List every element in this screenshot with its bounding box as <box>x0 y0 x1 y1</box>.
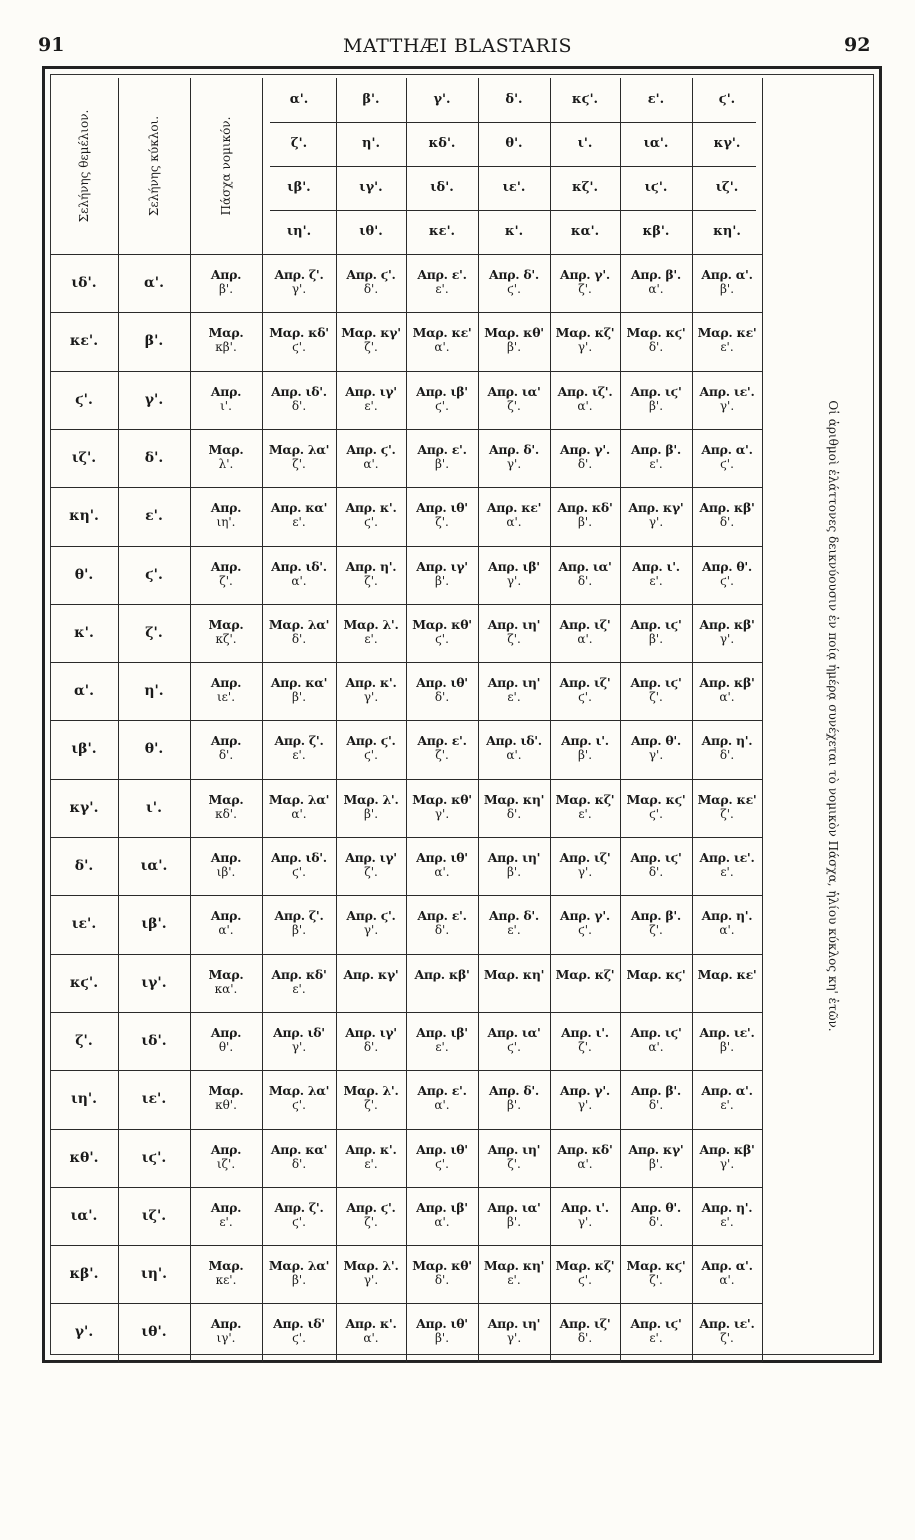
sunday-date-cell: Απρ. ϛ'. δ'. <box>346 267 396 296</box>
easter-date-cell: Απρ. ιβ'. <box>210 850 242 879</box>
moon-cycle-cell: δ'. <box>144 449 164 466</box>
sunday-date-cell: Μαρ. κθ' ϛ'. <box>412 616 472 646</box>
sunday-date-cell: Απρ. η'. δ'. <box>701 733 753 763</box>
easter-date-cell: Απρ. α'. <box>210 908 242 938</box>
moon-cycle-cell: ιγ'. <box>141 974 167 991</box>
day-header-cell: δ'. <box>505 92 523 107</box>
sunday-date-cell: Απρ. ε'. β'. <box>417 441 467 471</box>
sunday-date-cell: Απρ. η'. ζ'. <box>345 558 397 588</box>
sunday-date-cell: Απρ. δ'. γ'. <box>489 441 539 471</box>
sunday-date-cell: Μαρ. κθ' δ'. <box>412 1258 472 1288</box>
sunday-date-cell: Απρ. ε'. α'. <box>417 1083 467 1113</box>
day-header-cell: ιη'. <box>286 224 312 239</box>
sunday-date-cell: Απρ. ε'. ε'. <box>417 267 467 296</box>
sunday-date-cell: Απρ. α'. β'. <box>701 267 753 296</box>
sunday-date-cell: Απρ. ια' ϛ'. <box>487 1024 541 1054</box>
sunday-date-cell: Απρ. ϛ'. ζ'. <box>346 1199 396 1229</box>
easter-date-cell: Απρ. ι'. <box>210 383 242 413</box>
sunday-date-cell: Απρ. ιϛ' ε'. <box>630 1316 682 1346</box>
easter-date-cell: Απρ. ιγ'. <box>210 1316 242 1346</box>
sunday-date-cell: Απρ. κγ' β'. <box>628 1141 684 1171</box>
sunday-date-cell: Μαρ. κζ' ε'. <box>555 791 615 821</box>
sunday-date-cell: Μαρ. κη' <box>483 966 545 982</box>
sunday-date-cell: Απρ. ιδ'. α'. <box>271 558 327 588</box>
day-header-cell: κζ'. <box>572 180 598 195</box>
sunday-date-cell: Μαρ. κγ' ζ'. <box>341 325 401 355</box>
sunday-date-cell: Μαρ. λα' δ'. <box>268 616 330 646</box>
sunday-date-cell: Απρ. κβ' γ'. <box>699 616 755 646</box>
sunday-date-cell: Απρ. κ'. α'. <box>345 1316 397 1346</box>
easter-date-cell: Μαρ. κθ'. <box>208 1083 244 1113</box>
rule-vertical <box>762 78 763 1362</box>
sunday-date-cell: Απρ. κδ' α'. <box>557 1141 613 1171</box>
sunday-date-cell: Απρ. ιθ' α'. <box>416 850 468 879</box>
sunday-date-cell: Απρ. ιδ'. α'. <box>486 733 542 763</box>
moon-cycle-cell: ιβ'. <box>141 916 167 933</box>
sunday-date-cell: Απρ. ιζ' δ'. <box>559 1316 611 1346</box>
sunday-date-cell: Μαρ. λ'. ζ'. <box>343 1083 399 1113</box>
moon-cycle-cell: γ'. <box>144 391 164 408</box>
easter-date-cell: Μαρ. κζ'. <box>208 616 244 646</box>
sunday-date-cell: Απρ. θ'. ϛ'. <box>702 558 752 588</box>
day-header-cell: ιδ'. <box>430 180 454 195</box>
sunday-date-cell: Απρ. ιδ' ϛ'. <box>273 1316 325 1346</box>
sunday-date-cell: Απρ. ι'. ε'. <box>632 558 680 588</box>
moon-base-cell: ϛ'. <box>75 391 93 408</box>
sunday-date-cell: Μαρ. κε' ζ'. <box>697 791 757 821</box>
moon-cycle-cell: ϛ'. <box>145 566 163 583</box>
sunday-date-cell: Απρ. ιθ' ϛ'. <box>416 1141 468 1171</box>
sunday-date-cell: Απρ. δ'. β'. <box>489 1083 539 1113</box>
day-header-cell: ια'. <box>643 136 669 151</box>
sunday-date-cell: Απρ. δ'. ε'. <box>489 908 539 938</box>
sunday-date-cell: Απρ. θ'. δ'. <box>631 1199 681 1229</box>
sunday-date-cell: Απρ. κβ' δ'. <box>699 500 755 530</box>
sunday-date-cell: Απρ. β'. α'. <box>631 267 681 296</box>
day-header-cell: θ'. <box>505 136 523 151</box>
sunday-date-cell: Μαρ. κζ' ϛ'. <box>555 1258 615 1288</box>
sunday-date-cell: Απρ. κγ' γ'. <box>628 500 684 530</box>
sunday-date-cell: Μαρ. κη' ε'. <box>483 1258 545 1288</box>
sunday-date-cell: Απρ. κβ' α'. <box>699 675 755 705</box>
sunday-date-cell: Απρ. ιθ' ζ'. <box>416 500 468 530</box>
sunday-date-cell: Απρ. ζ'. γ'. <box>274 267 324 296</box>
sunday-date-cell: Απρ. κβ' γ'. <box>699 1141 755 1171</box>
sunday-date-cell: Μαρ. κϛ' δ'. <box>626 325 686 355</box>
sunday-date-cell: Απρ. ιζ'. α'. <box>557 383 613 413</box>
easter-date-cell: Απρ. δ'. <box>210 733 242 763</box>
sunday-date-cell: Απρ. ιϛ' β'. <box>630 383 682 413</box>
day-header-cell: κη'. <box>713 224 741 239</box>
easter-date-cell: Απρ. θ'. <box>210 1024 242 1054</box>
moon-cycle-cell: ιθ'. <box>141 1324 167 1341</box>
col-header-base: Σελήνης θεμέλιον. <box>77 109 91 223</box>
sunday-date-cell: Απρ. ι'. β'. <box>561 733 609 763</box>
sunday-date-cell: Μαρ. κε' <box>697 966 757 982</box>
sunday-date-cell: Απρ. ια' δ'. <box>558 558 612 588</box>
sunday-date-cell: Μαρ. κϛ' ζ'. <box>626 1258 686 1288</box>
moon-base-cell: κη'. <box>69 508 99 525</box>
moon-cycle-cell: η'. <box>144 683 164 700</box>
sunday-date-cell: Απρ. ιθ' β'. <box>416 1316 468 1346</box>
sunday-date-cell: Απρ. ιϛ' ζ'. <box>630 675 682 705</box>
easter-date-cell: Μαρ. κα'. <box>208 966 244 996</box>
sunday-date-cell: Μαρ. κθ' β'. <box>484 325 544 355</box>
moon-base-cell: γ'. <box>74 1324 94 1341</box>
easter-date-cell: Απρ. ζ'. <box>210 558 242 588</box>
day-header-cell: ι'. <box>577 136 593 151</box>
moon-base-cell: δ'. <box>74 858 94 874</box>
day-header-cell: ιζ'. <box>715 180 739 195</box>
sunday-date-cell: Απρ. γ'. δ'. <box>560 441 610 471</box>
side-note-text: Οἱ ἀριθμοὶ ἐλάττονες δεικνύουσιν ἐν ποίᾳ ἡμέρᾳ συνέχεται τὸ νομικὸν Πάσχα, ἡλίου κύκλος κη' ἐτῶν. <box>826 400 840 1032</box>
rule-horizontal <box>50 1362 762 1363</box>
page-number-left: 91 <box>38 34 65 56</box>
col-header-easter: Πάσχα νομικόν. <box>219 116 233 216</box>
day-header-cell: ιϛ'. <box>644 180 668 195</box>
sunday-date-cell: Απρ. κ'. ϛ'. <box>345 500 397 530</box>
sunday-date-cell: Απρ. ιβ' ε'. <box>416 1024 468 1054</box>
easter-date-cell: Απρ. ιε'. <box>210 675 242 705</box>
moon-base-cell: κε'. <box>69 333 99 350</box>
sunday-date-cell: Απρ. ζ'. β'. <box>274 908 324 938</box>
day-header-cell: ιβ'. <box>287 180 311 195</box>
sunday-date-cell: Μαρ. λ'. β'. <box>343 791 399 821</box>
moon-cycle-cell: ιε'. <box>141 1091 167 1108</box>
sunday-date-cell: Απρ. η'. α'. <box>701 908 753 938</box>
sunday-date-cell: Απρ. γ'. ϛ'. <box>560 908 610 938</box>
sunday-date-cell: Μαρ. κζ' γ'. <box>555 325 615 355</box>
sunday-date-cell: Απρ. ζ'. ϛ'. <box>274 1199 324 1229</box>
day-header-cell: ιε'. <box>502 180 526 195</box>
moon-cycle-cell: ιη'. <box>140 1266 168 1283</box>
easter-date-cell: Απρ. ιζ'. <box>210 1141 242 1171</box>
sunday-date-cell: Μαρ. λ'. γ'. <box>343 1258 399 1288</box>
easter-date-cell: Μαρ. κδ'. <box>208 791 244 821</box>
day-header-cell: β'. <box>362 92 380 107</box>
moon-base-cell: ζ'. <box>75 1032 93 1049</box>
sunday-date-cell: Απρ. γ'. γ'. <box>560 1083 610 1113</box>
sunday-date-cell: Μαρ. κζ' <box>555 966 615 982</box>
moon-base-cell: κ'. <box>74 624 94 641</box>
sunday-date-cell: Απρ. ιε'. γ'. <box>699 383 755 413</box>
moon-base-cell: θ'. <box>74 566 94 583</box>
sunday-date-cell: Απρ. κ'. ε'. <box>345 1141 397 1171</box>
day-header-cell: κε'. <box>428 224 456 239</box>
sunday-date-cell: Απρ. ϛ'. ϛ'. <box>346 733 396 763</box>
sunday-date-cell: Απρ. ιδ'. δ'. <box>271 383 327 413</box>
sunday-date-cell: Μαρ. λα' α'. <box>268 791 330 821</box>
day-header-cell: γ'. <box>433 92 451 107</box>
sunday-date-cell: Μαρ. λα' β'. <box>268 1258 330 1288</box>
easter-date-cell: Μαρ. κε'. <box>208 1258 244 1288</box>
moon-base-cell: κϛ'. <box>69 974 99 991</box>
moon-cycle-cell: ια'. <box>140 858 168 874</box>
day-header-cell: κβ'. <box>642 224 670 239</box>
sunday-date-cell: Απρ. κα' β'. <box>270 675 328 705</box>
moon-base-cell: κγ'. <box>69 799 99 816</box>
day-header-cell: ζ'. <box>290 136 308 151</box>
sunday-date-cell: Απρ. ιε'. ε'. <box>699 850 755 879</box>
moon-cycle-cell: ιζ'. <box>141 1207 167 1224</box>
sunday-date-cell: Απρ. ιη' ζ'. <box>487 1141 541 1171</box>
sunday-date-cell: Απρ. ιγ' β'. <box>416 558 468 588</box>
sunday-date-cell: Απρ. β'. ζ'. <box>631 908 681 938</box>
sunday-date-cell: Μαρ. κδ' ϛ'. <box>269 325 329 355</box>
moon-cycle-cell: ι'. <box>146 799 162 816</box>
sunday-date-cell: Απρ. α'. α'. <box>701 1258 753 1288</box>
day-header-cell: ε'. <box>647 92 665 107</box>
sunday-date-cell: Απρ. ιζ' γ'. <box>559 850 611 879</box>
day-header-cell: κγ'. <box>713 136 741 151</box>
sunday-date-cell: Μαρ. λ'. ε'. <box>343 616 399 646</box>
sunday-date-cell: Απρ. ιδ' γ'. <box>273 1024 325 1054</box>
sunday-date-cell: Μαρ. λα' ζ'. <box>268 441 330 471</box>
sunday-date-cell: Απρ. κα' δ'. <box>270 1141 328 1171</box>
running-title: MATTHÆI BLASTARIS <box>343 35 572 57</box>
sunday-date-cell: Απρ. ιϛ' α'. <box>630 1024 682 1054</box>
sunday-date-cell: Απρ. ζ'. ε'. <box>274 733 324 763</box>
day-header-cell: κϛ'. <box>571 92 599 107</box>
sunday-date-cell: Απρ. κα' ε'. <box>270 500 328 530</box>
sunday-date-cell: Απρ. θ'. γ'. <box>631 733 681 763</box>
sunday-date-cell: Απρ. κε' α'. <box>486 500 542 530</box>
moon-cycle-cell: α'. <box>144 275 164 291</box>
sunday-date-cell: Απρ. α'. ε'. <box>701 1083 753 1113</box>
sunday-date-cell: Μαρ. κε' α'. <box>412 325 472 355</box>
day-header-cell: η'. <box>362 136 380 151</box>
sunday-date-cell: Απρ. ιβ' α'. <box>416 1199 468 1229</box>
moon-base-cell: ια'. <box>70 1207 98 1224</box>
sunday-date-cell: Απρ. κδ' ε'. <box>271 966 327 996</box>
sunday-date-cell: Απρ. ιγ' δ'. <box>345 1024 397 1054</box>
easter-date-cell: Απρ. ε'. <box>210 1199 242 1229</box>
sunday-date-cell: Απρ. κγ' <box>343 966 399 982</box>
sunday-date-cell: Απρ. ε'. ζ'. <box>417 733 467 763</box>
moon-base-cell: κθ'. <box>69 1149 99 1166</box>
day-header-cell: κ'. <box>504 224 524 239</box>
moon-cycle-cell: ε'. <box>145 508 163 525</box>
page-number-right: 92 <box>844 34 871 56</box>
sunday-date-cell: Απρ. ιζ' α'. <box>559 616 611 646</box>
sunday-date-cell: Μαρ. κθ' γ'. <box>412 791 472 821</box>
sunday-date-cell: Απρ. ιϛ' β'. <box>630 616 682 646</box>
sunday-date-cell: Απρ. ϛ'. γ'. <box>346 908 396 938</box>
day-header-cell: ιγ'. <box>359 180 383 195</box>
sunday-date-cell: Απρ. ιη' β'. <box>487 850 541 879</box>
sunday-date-cell: Απρ. κδ' β'. <box>557 500 613 530</box>
moon-base-cell: κβ'. <box>69 1266 99 1283</box>
easter-date-cell: Μαρ. κβ'. <box>208 325 244 355</box>
moon-base-cell: ιβ'. <box>71 741 97 758</box>
sunday-date-cell: Απρ. ιγ' ε'. <box>345 383 397 413</box>
day-header-cell: κδ'. <box>428 136 456 151</box>
sunday-date-cell: Απρ. η'. ε'. <box>701 1199 753 1229</box>
sunday-date-cell: Απρ. ιε'. ζ'. <box>699 1316 755 1346</box>
moon-cycle-cell: β'. <box>144 333 164 350</box>
sunday-date-cell: Μαρ. κϛ' ϛ'. <box>626 791 686 821</box>
moon-cycle-cell: ζ'. <box>145 624 163 641</box>
sunday-date-cell: Μαρ. λα' ϛ'. <box>268 1083 330 1113</box>
side-note <box>818 296 848 1136</box>
col-header-cycle: Σελήνης κύκλοι. <box>147 115 161 217</box>
moon-cycle-cell: ιϛ'. <box>141 1149 167 1166</box>
sunday-date-cell: Απρ. ιδ'. ϛ'. <box>271 850 327 879</box>
sunday-date-cell: Απρ. ιη' ε'. <box>487 675 541 705</box>
moon-base-cell: ιδ'. <box>71 275 97 291</box>
sunday-date-cell: Απρ. ιβ' γ'. <box>488 558 540 588</box>
sunday-date-cell: Απρ. ι'. γ'. <box>561 1199 609 1229</box>
sunday-date-cell: Απρ. ε'. δ'. <box>417 908 467 938</box>
sunday-date-cell: Απρ. ιϛ' δ'. <box>630 850 682 879</box>
sunday-date-cell: Απρ. ιη' ζ'. <box>487 616 541 646</box>
sunday-date-cell: Απρ. ια' ζ'. <box>487 383 541 413</box>
sunday-date-cell: Απρ. ϛ'. α'. <box>346 441 396 471</box>
sunday-date-cell: Απρ. ιθ' δ'. <box>416 675 468 705</box>
sunday-date-cell: Μαρ. κη' δ'. <box>483 791 545 821</box>
sunday-date-cell: Απρ. ιη' γ'. <box>487 1316 541 1346</box>
moon-base-cell: ιη'. <box>70 1091 98 1108</box>
sunday-date-cell: Απρ. β'. ε'. <box>631 441 681 471</box>
easter-date-cell: Μαρ. λ'. <box>208 441 244 471</box>
easter-date-cell: Απρ. β'. <box>210 267 242 296</box>
sunday-date-cell: Απρ. α'. ϛ'. <box>701 441 753 471</box>
day-header-cell: ϛ'. <box>718 92 736 107</box>
day-header-cell: ιθ'. <box>359 224 383 239</box>
sunday-date-cell: Απρ. ιε'. β'. <box>699 1024 755 1054</box>
sunday-date-cell: Απρ. ιγ' ζ'. <box>345 850 397 879</box>
day-header-cell: κα'. <box>570 224 600 239</box>
easter-date-cell: Απρ. ιη'. <box>210 500 242 530</box>
sunday-date-cell: Απρ. κ'. γ'. <box>345 675 397 705</box>
moon-cycle-cell: θ'. <box>144 741 164 758</box>
sunday-date-cell: Απρ. ι'. ζ'. <box>561 1024 609 1054</box>
sunday-date-cell: Μαρ. κϛ' <box>626 966 686 982</box>
sunday-date-cell: Απρ. κβ' <box>414 966 470 982</box>
sunday-date-cell: Απρ. δ'. ϛ'. <box>489 267 539 296</box>
moon-cycle-cell: ιδ'. <box>141 1032 167 1049</box>
sunday-date-cell: Απρ. β'. δ'. <box>631 1083 681 1113</box>
moon-base-cell: ιε'. <box>71 916 97 933</box>
day-header-cell: α'. <box>289 92 309 107</box>
moon-base-cell: α'. <box>74 683 94 700</box>
sunday-date-cell: Απρ. ιζ' ϛ'. <box>559 675 611 705</box>
sunday-date-cell: Απρ. ιβ' ϛ'. <box>416 383 468 413</box>
sunday-date-cell: Απρ. ια' β'. <box>487 1199 541 1229</box>
sunday-date-cell: Μαρ. κε' ε'. <box>697 325 757 355</box>
sunday-date-cell: Απρ. γ'. ζ'. <box>560 267 610 296</box>
moon-base-cell: ιζ'. <box>71 449 97 466</box>
